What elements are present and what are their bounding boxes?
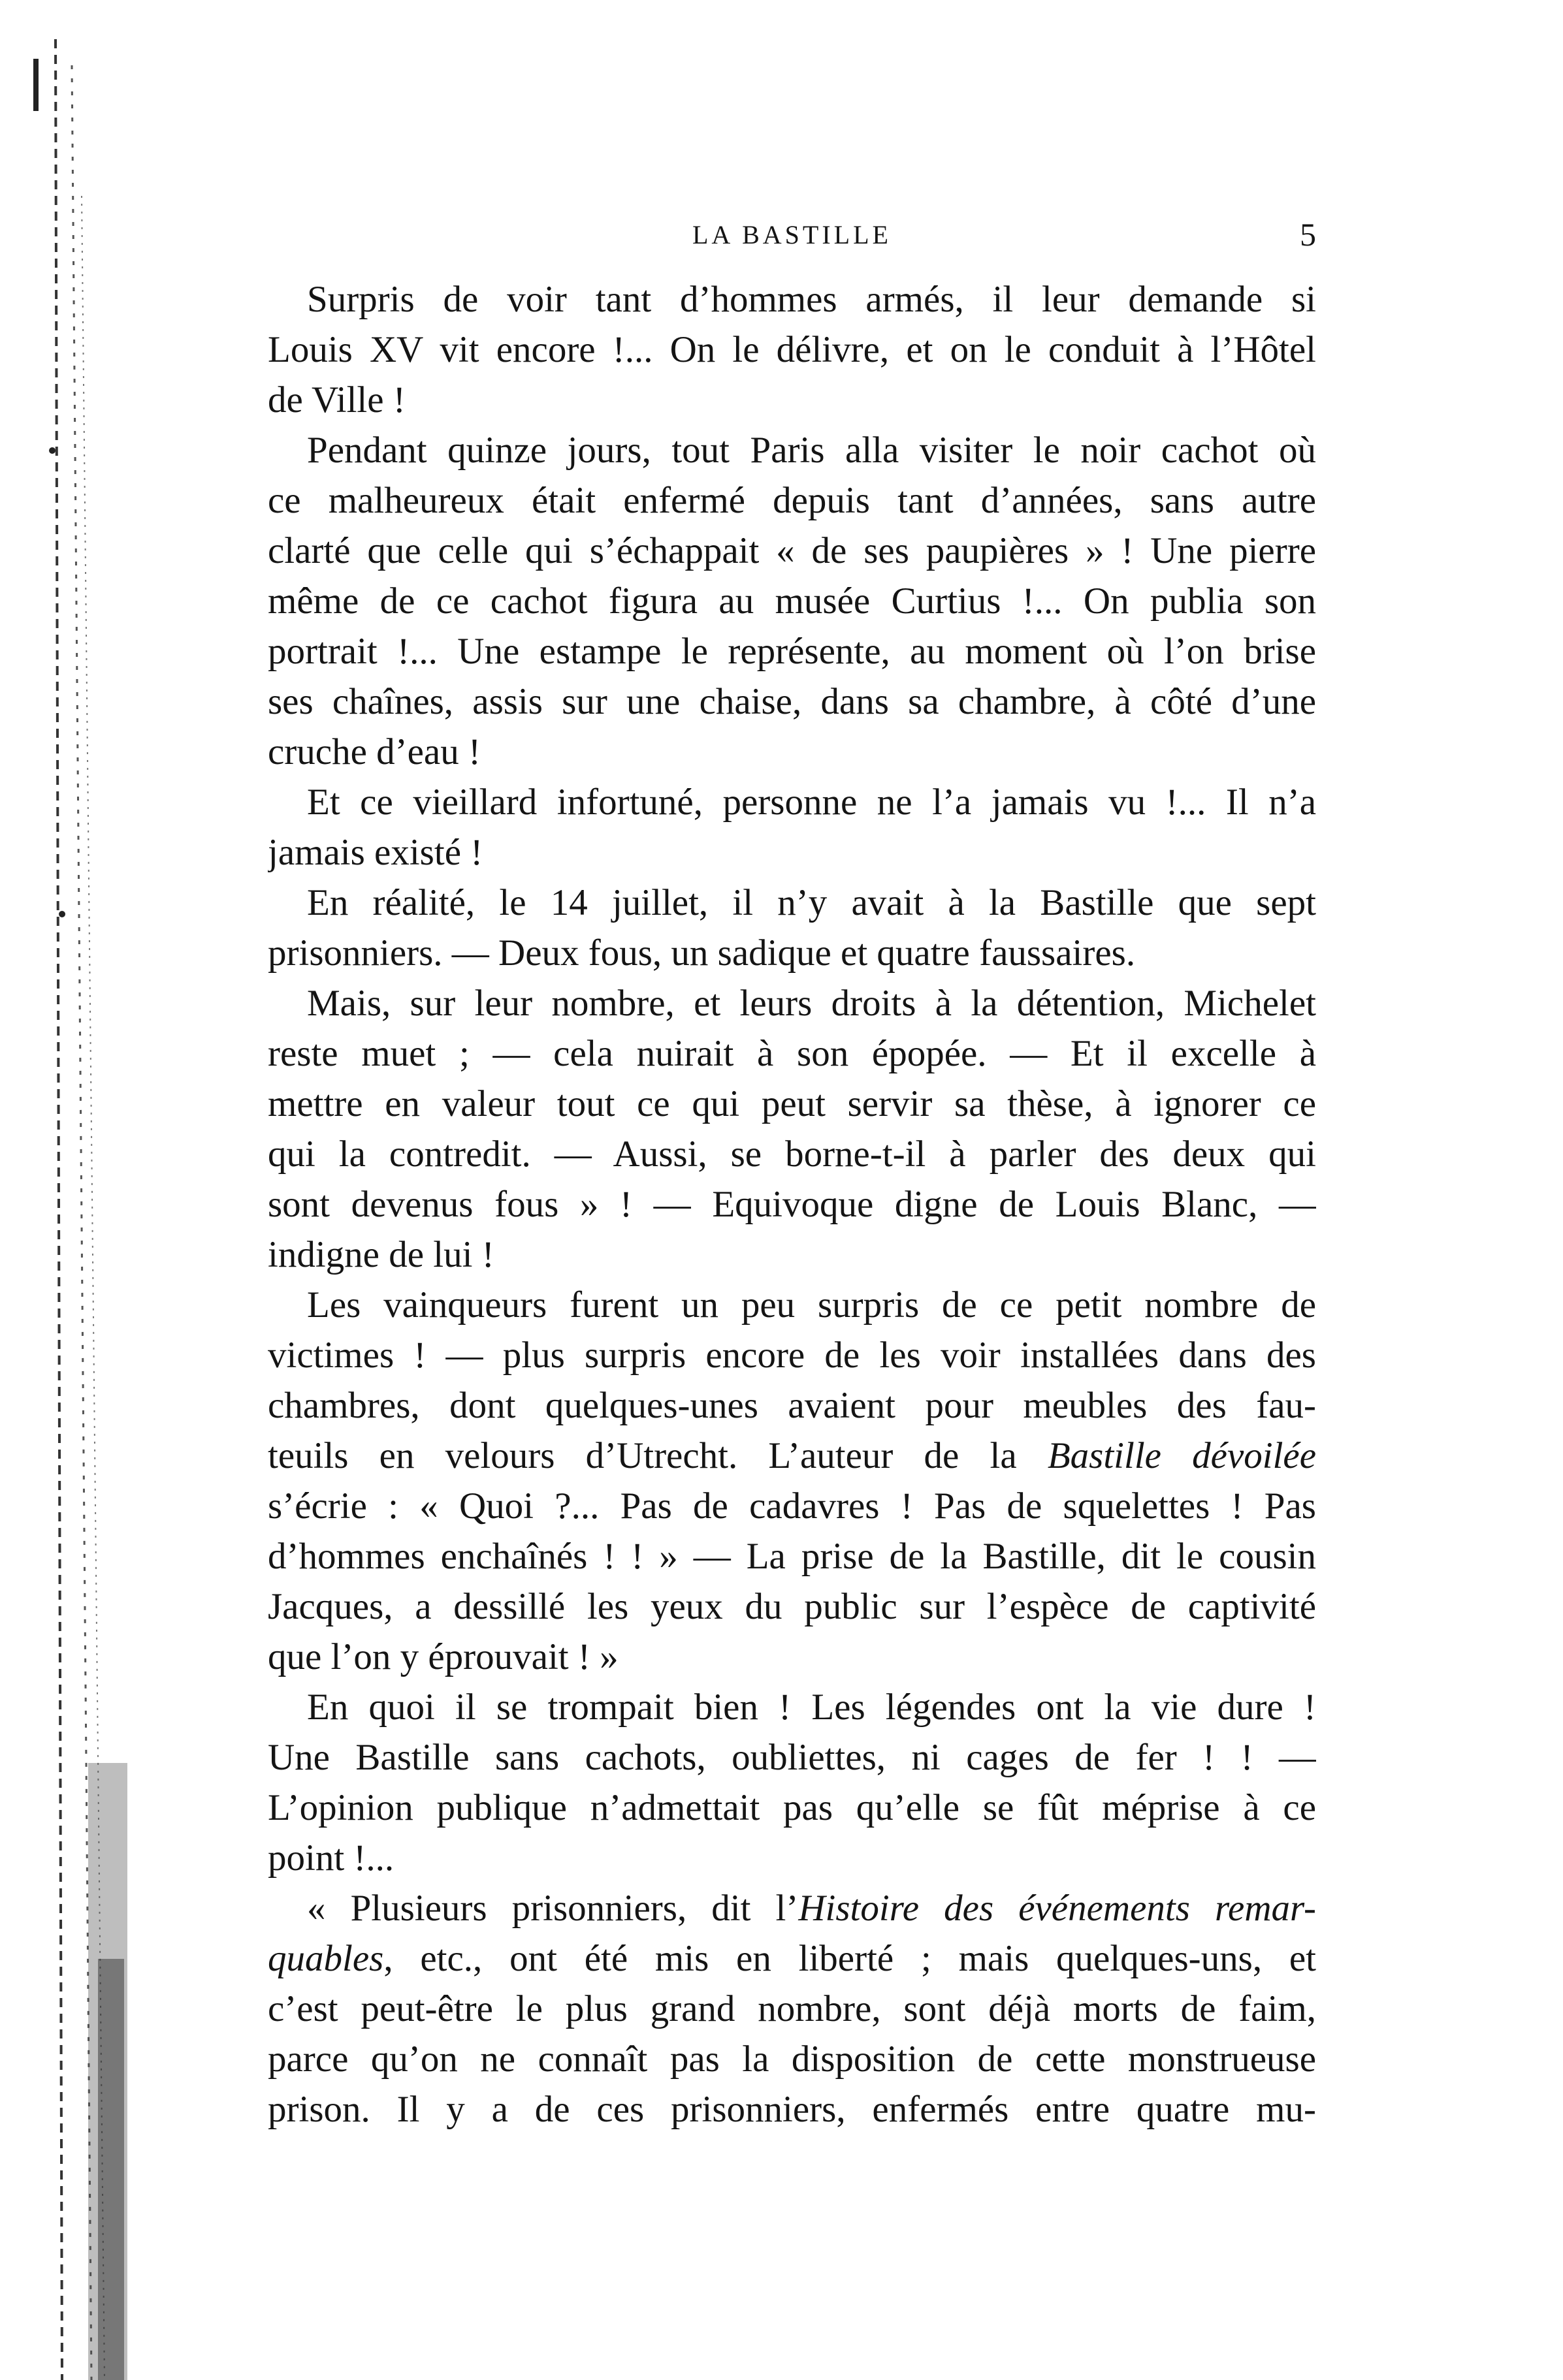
text-line: « Plusieurs prisonniers, dit l’Histoire des événements remar- — [307, 1888, 1316, 1929]
text-line: Une Bastille sans cachots, oubliettes, ni cages de fer ! ! — — [268, 1737, 1316, 1778]
scan-binding-edge — [0, 0, 150, 2380]
text-line: Pendant quinze jours, tout Paris alla visiter le noir cachot où — [307, 430, 1316, 471]
text-line: teuils en velours d’Utrecht. L’auteur de la Bastille dévoilée — [268, 1435, 1316, 1476]
text-line: Surpris de voir tant d’hommes armés, il leur demande si — [307, 279, 1316, 320]
text-line: que l’on y éprouvait ! » — [268, 1636, 619, 1677]
italic-title: quables — [268, 1938, 384, 1979]
running-head — [268, 215, 1316, 255]
text-line: ses chaînes, assis sur une chaise, dans sa chambre, à côté d’une — [268, 681, 1316, 722]
text-line: reste muet ; — cela nuirait à son épopée. — Et il excelle à — [268, 1033, 1316, 1074]
text-line: Et ce vieillard infortuné, personne ne l’a jamais vu !... Il n’a — [307, 782, 1316, 823]
text-line: portrait !... Une estampe le représente, au moment où l’on brise — [268, 631, 1316, 672]
text-line: c’est peut-être le plus grand nombre, sont déjà morts de faim, — [268, 1988, 1316, 2029]
italic-title: Bastille dévoilée — [1047, 1435, 1316, 1476]
text-line: victimes ! — plus surpris encore de les voir installées dans des — [268, 1335, 1316, 1376]
text-line: clarté que celle qui s’échappait « de ses paupières » ! Une pierre — [268, 530, 1316, 571]
text-line: prisonniers. — Deux fous, un sadique et quatre faussaires. — [268, 932, 1136, 974]
text-line: quables, etc., ont été mis en liberté ; mais quelques-uns, et — [268, 1938, 1316, 1979]
text-line: qui la contredit. — Aussi, se borne-t-il à parler des deux qui — [268, 1134, 1316, 1175]
body-text — [268, 274, 1316, 2134]
text-line: prison. Il y a de ces prisonniers, enfermés entre quatre mu- — [268, 2089, 1316, 2130]
text-line: indigne de lui ! — [268, 1234, 494, 1275]
text-line: ce malheureux était enfermé depuis tant d’années, sans autre — [268, 480, 1316, 521]
italic-title: Histoire des événements remar- — [798, 1888, 1316, 1929]
text-line: Mais, sur leur nombre, et leurs droits à la détention, Michelet — [307, 983, 1316, 1024]
text-line: même de ce cachot figura au musée Curtius !... On publia son — [268, 580, 1316, 622]
page-number: 5 — [1300, 216, 1316, 253]
text-line: L’opinion publique n’admettait pas qu’elle se fût méprise à ce — [268, 1787, 1316, 1828]
text-line: point !... — [268, 1837, 395, 1879]
text-line: En quoi il se trompait bien ! Les légendes ont la vie dure ! — [307, 1687, 1316, 1728]
text-line: parce qu’on ne connaît pas la disposition de cette monstrueuse — [268, 2039, 1316, 2080]
text-line: Les vainqueurs furent un peu surpris de ce petit nombre de — [307, 1284, 1316, 1325]
text-line: En réalité, le 14 juillet, il n’y avait à la Bastille que sept — [307, 882, 1316, 923]
text-line: s’écrie : « Quoi ?... Pas de cadavres ! Pas de squelettes ! Pas — [268, 1485, 1316, 1527]
text-line: jamais existé ! — [268, 832, 483, 873]
text-line: cruche d’eau ! — [268, 731, 481, 772]
text-line: mettre en valeur tout ce qui peut servir sa thèse, à ignorer ce — [268, 1083, 1316, 1124]
text-line: Jacques, a dessillé les yeux du public sur l’espèce de captivité — [268, 1586, 1316, 1627]
text-line: Louis XV vit encore !... On le délivre, et on le conduit à l’Hôtel — [268, 329, 1316, 370]
running-title: LA BASTILLE — [692, 220, 892, 249]
text-line: d’hommes enchaînés ! ! » — La prise de la Bastille, dit le cousin — [268, 1536, 1316, 1577]
text-line: sont devenus fous » ! — Equivoque digne de Louis Blanc, — — [268, 1184, 1316, 1225]
text-line: de Ville ! — [268, 379, 406, 420]
text-line: chambres, dont quelques-unes avaient pour meubles des fau- — [268, 1385, 1316, 1426]
